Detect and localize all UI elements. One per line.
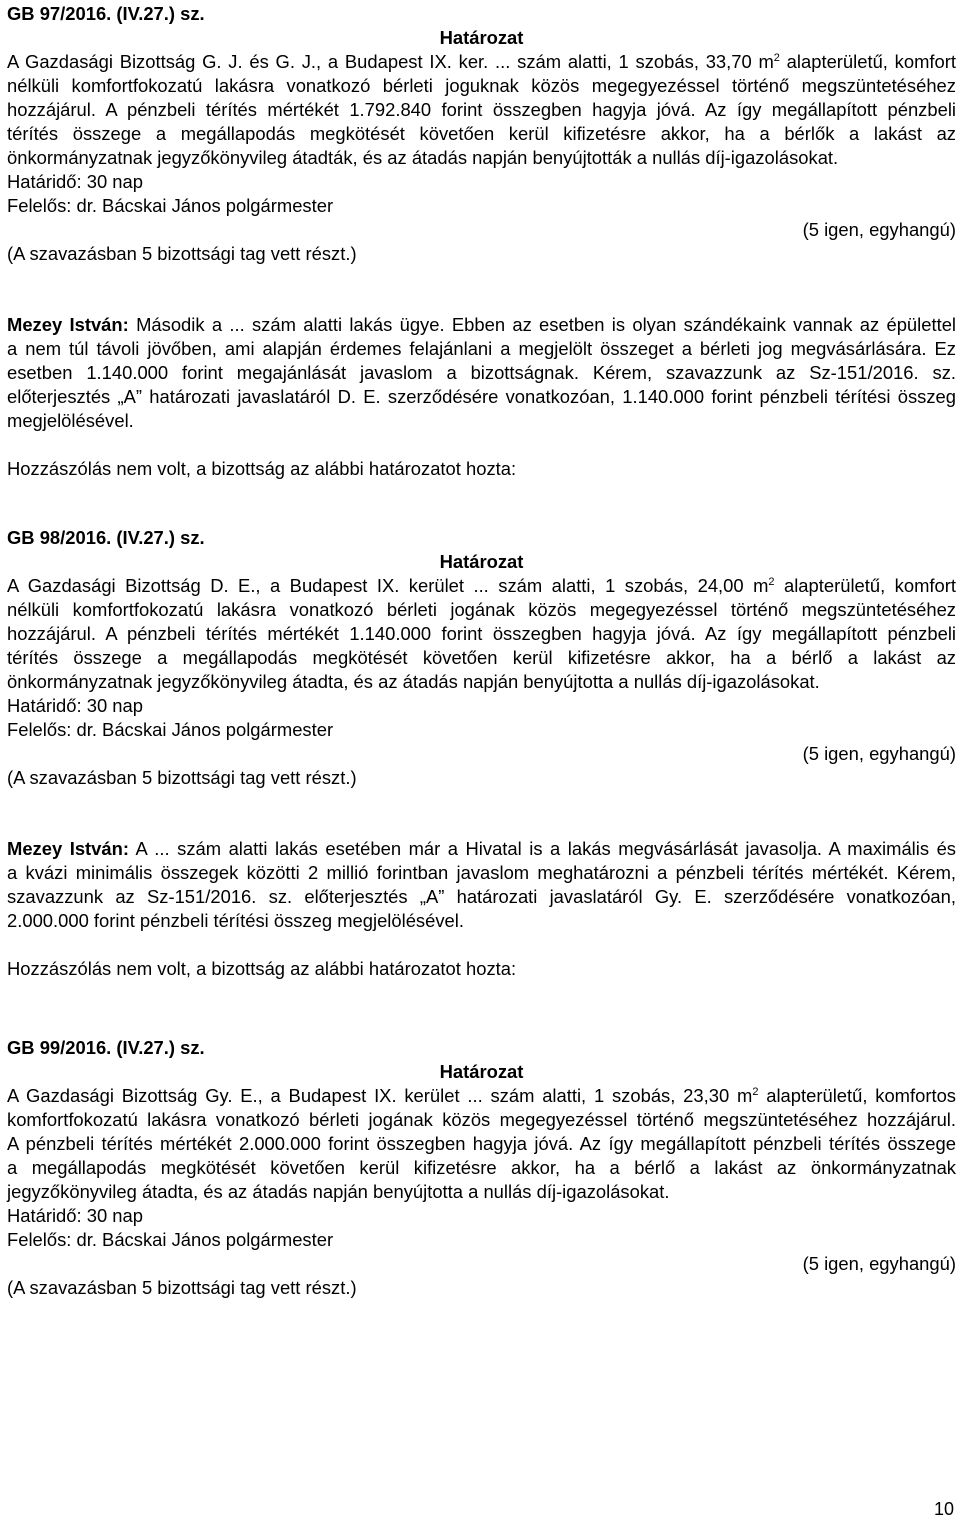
resolution-ref: GB 99/2016. (IV.27.) sz. [7,1037,205,1058]
resolution-text-line: önkormányzatnak jegyzőkönyvileg átadta, és az átadás napján benyújtotta a nullás díj-igazolásokat. [7,671,820,692]
resolution-text-line: nélküli komfortfokozatú lakásra vonatkozó bérleti jogának közös megegyezéssel történő megszüntetéséhez [7,599,956,620]
resolution-text-line: térítés összege a megállapodás megkötését követően kerül kifizetésre akkor, ha a bérlő a lakást az [7,647,956,668]
speech-line: előterjesztés „A” határozati javaslatáról D. E. szerződésére vonatkozóan, 1.140.000 forint pénzbeli térítési összeg [7,386,956,407]
speech-line: a kvázi minimális összegek közötti 2 millió forintban javaslom meghatározni a pénzbeli térítés mértékét. Kérem, [7,862,956,883]
resolution-ref: GB 98/2016. (IV.27.) sz. [7,527,205,548]
resolution-text-line: A Gazdasági Bizottság Gy. E., a Budapest IX. kerület ... szám alatti, 1 szobás, 23,30 $m^2$ alapterületű, komfortos [7,1085,956,1106]
speech-mezey-1 [7,313,956,481]
speech-line: Mezey István: Második a ... szám alatti lakás ügye. Ebben az esetben is olyan szándékaink vannak az épülettel [7,314,957,335]
vote-result: (5 igen, egyhangú) [802,743,956,764]
deadline: Határidő: 30 nap [7,1205,143,1226]
speech-line: esetben 1.140.000 forint megajánlását javaslom a bizottságnak. Kérem, szavazzunk az Sz-151/2016. sz. [7,362,956,383]
resolution-text-line: hozzájárul. A pénzbeli térítés mértékét 1.140.000 forint összegben hagyja jóvá. Az így megállapított pénzbeli [7,623,956,644]
speech-line: Mezey István: A ... szám alatti lakás esetében már a Hivatal is a lakás megvásárlását javasolja. A maximális és [7,838,956,859]
page-number: 10 [933,1499,954,1519]
speech-line: szavazzunk az Sz-151/2016. sz. előterjesztés „A” határozati javaslatáról Gy. E. szerződésére vonatkozóan, [7,886,956,907]
resolution-gb97 [7,2,956,266]
resolution-heading: Határozat [439,27,524,48]
resolution-ref: GB 97/2016. (IV.27.) sz. [7,3,205,24]
speaker-name: Mezey István: [7,314,129,335]
resolution-text-line: a megállapodás megkötését követően kerül kifizetésre akkor, ha a bérlő a lakást az önkormányzatnak [7,1157,956,1178]
responsible: Felelős: dr. Bácskai János polgármester [7,1229,334,1250]
resolution-gb98 [7,526,956,790]
vote-note: (A szavazásban 5 bizottsági tag vett részt.) [7,243,357,264]
deadline: Határidő: 30 nap [7,171,143,192]
resolution-text-line: hozzájárul. A pénzbeli térítés mértékét 1.792.840 forint összegben hagyja jóvá. Az így megállapított pénzbeli [7,99,956,120]
resolution-gb99 [7,1036,956,1300]
speech-line: megjelölésével. [7,410,134,431]
speech-line: 2.000.000 forint pénzbeli térítési összeg megjelölésével. [7,910,464,931]
vote-note: (A szavazásban 5 bizottsági tag vett részt.) [7,767,357,788]
resolution-text-line: A Gazdasági Bizottság D. E., a Budapest IX. kerület ... szám alatti, 1 szobás, 24,00 $m^2$ alapterületű, komfort [7,575,956,596]
resolution-text-line: nélküli komfortfokozatú lakásra vonatkozó bérleti joguknak közös megegyezéssel történő megszüntetéséhez [7,75,956,96]
deadline: Határidő: 30 nap [7,695,143,716]
responsible: Felelős: dr. Bácskai János polgármester [7,195,334,216]
vote-result: (5 igen, egyhangú) [802,1253,956,1274]
resolution-text-line: komfortfokozatú lakásra vonatkozó bérleti jogának közös megegyezéssel történő megszüntetéséhez hozzájárul. [7,1109,956,1130]
responsible: Felelős: dr. Bácskai János polgármester [7,719,334,740]
resolution-text-line: A Gazdasági Bizottság G. J. és G. J., a Budapest IX. ker. ... szám alatti, 1 szobás, 33,70 $m^2$ alapterületű, komfort [7,51,956,72]
resolution-text-line: térítés összege a megállapodás megkötését követően kerül kifizetésre akkor, ha a bérlők a lakást az [7,123,956,144]
comment-note: Hozzászólás nem volt, a bizottság az alábbi határozatot hozta: [7,958,517,979]
speech-mezey-2 [7,837,956,981]
speech-line: a nem túl távoli jövőben, ami alapján érdemes felajánlani a megjelölt összeget a bérleti jog megvásárlására. Ez [7,338,956,359]
resolution-heading: Határozat [439,1061,524,1082]
resolution-text-line: önkormányzatnak jegyzőkönyvileg átadták, és az átadás napján benyújtották a nullás díj-igazolásokat. [7,147,839,168]
vote-note: (A szavazásban 5 bizottsági tag vett részt.) [7,1277,357,1298]
vote-result: (5 igen, egyhangú) [802,219,956,240]
comment-note: Hozzászólás nem volt, a bizottság az alábbi határozatot hozta: [7,458,517,479]
resolution-text-line: jegyzőkönyvileg átadta, és az átadás napján benyújtotta a nullás díj-igazolásokat. [7,1181,670,1202]
resolution-heading: Határozat [439,551,524,572]
resolution-text-line: A pénzbeli térítés mértékét 2.000.000 forint összegben hagyja jóvá. Az így megállapított pénzbeli térítés összege [7,1133,956,1154]
speaker-name: Mezey István: [7,838,129,859]
